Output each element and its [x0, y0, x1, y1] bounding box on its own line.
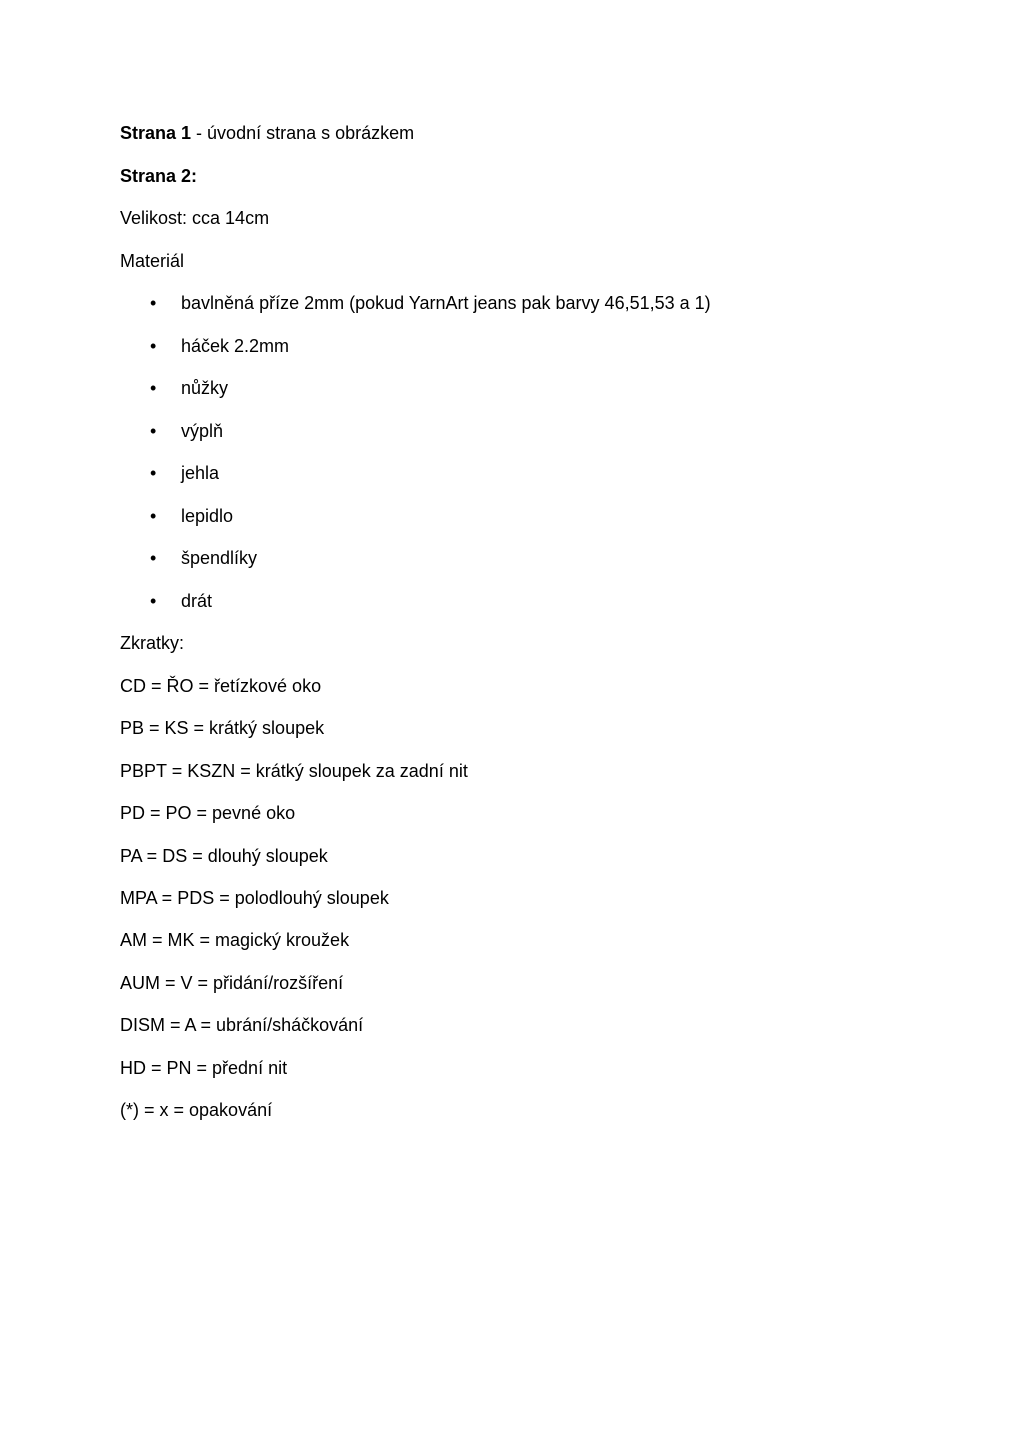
- abbreviation-line: HD = PN = přední nit: [120, 1058, 288, 1078]
- bullet-icon: •: [150, 548, 157, 568]
- abbreviation-line: MPA = PDS = polodlouhý sloupek: [120, 888, 389, 908]
- abbreviation-line: PB = KS = krátký sloupek: [120, 718, 325, 738]
- bullet-icon: •: [150, 506, 157, 526]
- abbreviation-line: CD = ŘO = řetízkové oko: [120, 676, 322, 696]
- abbreviation-line: DISM = A = ubrání/sháčkování: [120, 1015, 364, 1035]
- material-item: jehla: [181, 463, 220, 483]
- bullet-icon: •: [150, 421, 157, 441]
- abbreviation-line: PBPT = KSZN = krátký sloupek za zadní nit: [120, 761, 468, 781]
- bullet-icon: •: [150, 463, 157, 483]
- abbreviations-label: Zkratky:: [120, 633, 185, 653]
- page-one-description: - úvodní strana s obrázkem: [191, 123, 415, 143]
- bullet-icon: •: [150, 378, 157, 398]
- material-item: háček 2.2mm: [181, 336, 290, 356]
- abbreviation-line: PA = DS = dlouhý sloupek: [120, 846, 328, 866]
- bullet-icon: •: [150, 591, 157, 611]
- material-item: drát: [181, 591, 213, 611]
- abbreviation-line: PD = PO = pevné oko: [120, 803, 296, 823]
- material-label: Materiál: [120, 251, 185, 271]
- bullet-icon: •: [150, 336, 157, 356]
- material-item: výplň: [181, 421, 224, 441]
- abbreviation-line: (*) = x = opakování: [120, 1100, 273, 1120]
- page-one-label: Strana 1: [120, 123, 192, 143]
- material-item: bavlněná příze 2mm (pokud YarnArt jeans pak barvy 46,51,53 a 1): [181, 293, 711, 313]
- bullet-icon: •: [150, 293, 157, 313]
- abbreviation-line: AM = MK = magický kroužek: [120, 930, 350, 950]
- material-item: nůžky: [181, 378, 229, 398]
- material-item: špendlíky: [181, 548, 258, 568]
- size-line: Velikost: cca 14cm: [120, 208, 270, 228]
- abbreviation-line: AUM = V = přidání/rozšíření: [120, 973, 344, 993]
- material-item: lepidlo: [181, 506, 234, 526]
- page-one-heading: [120, 122, 414, 144]
- page-two-heading: Strana 2:: [120, 166, 198, 186]
